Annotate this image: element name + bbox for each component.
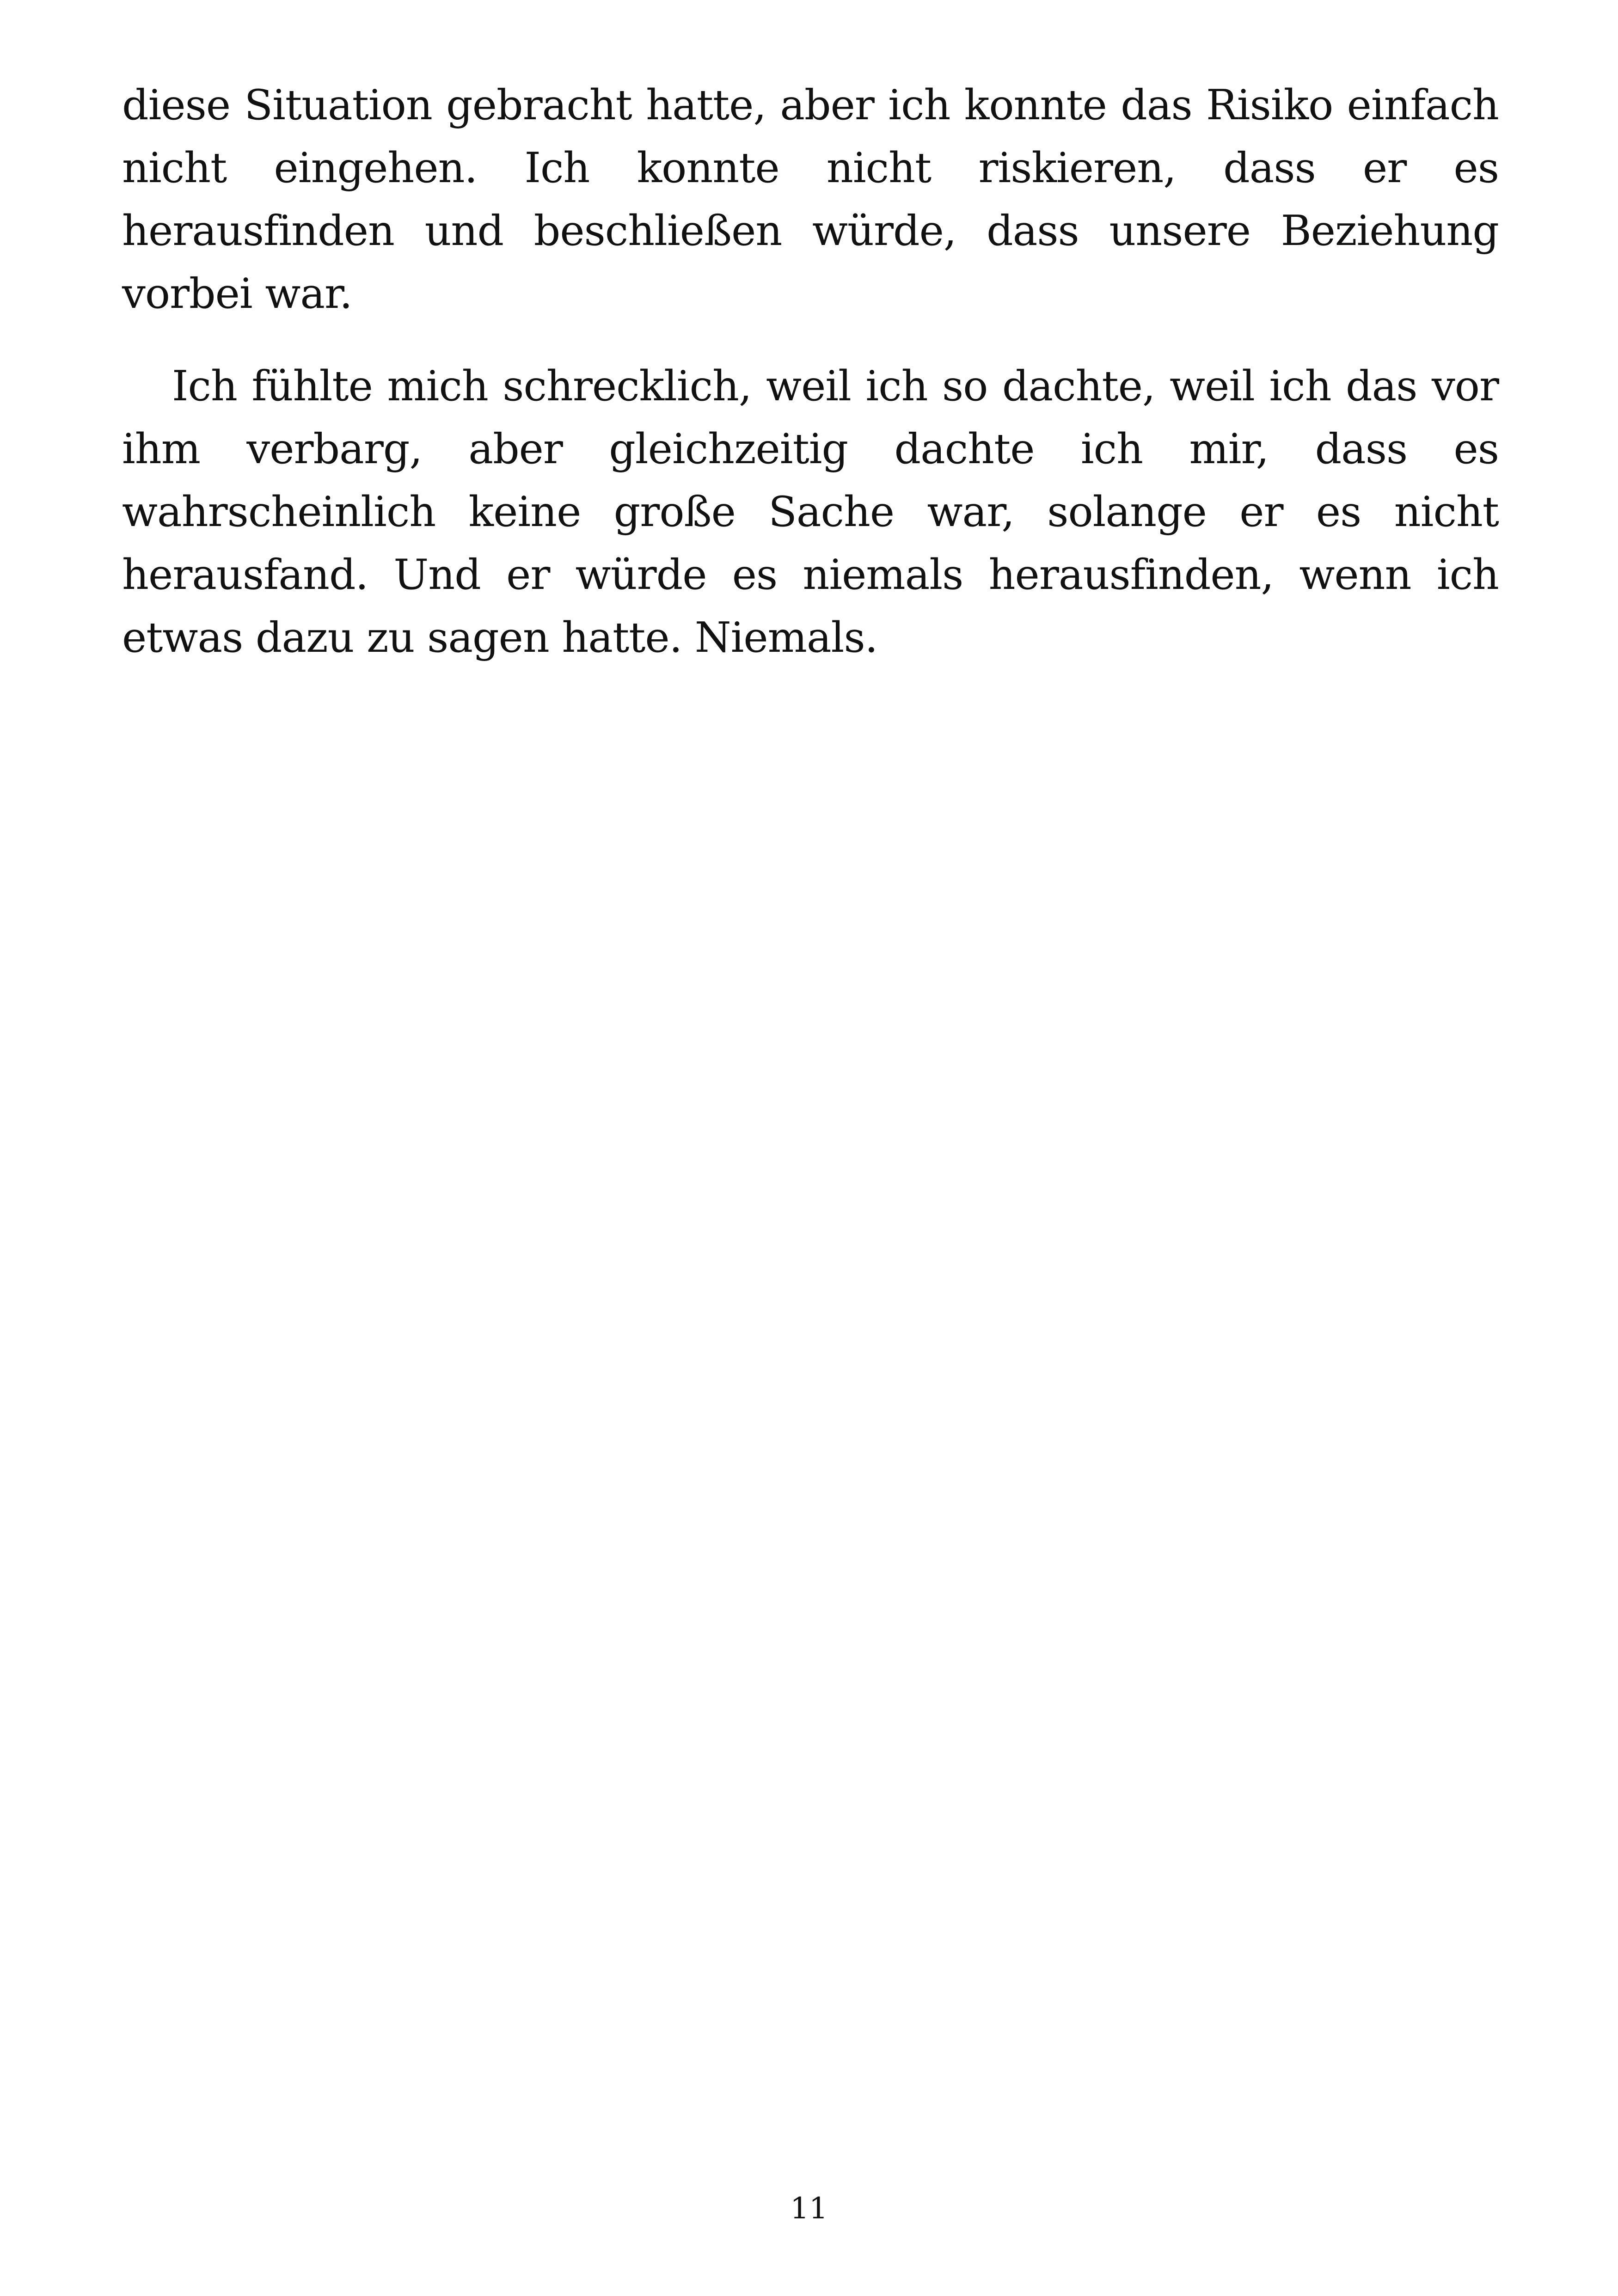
body-text bbox=[122, 74, 1499, 699]
paragraph-2: Ich fühlte mich schrecklich, weil ich so dachte, weil ich das vor ihm verbarg, aber gleichzeitig dachte ich mir, dass es wahrscheinlich keine große Sache war, solange er es nicht herausfand. Und er würde es niemals herausfinden, wenn ich etwas dazu zu sagen hatte. Niemals. bbox=[122, 362, 1499, 662]
page-number: 11 bbox=[790, 2192, 828, 2226]
paragraph-1: diese Situation gebracht hatte, aber ich konnte das Risiko einfach nicht eingehen. Ich konnte nicht riskieren, dass er es herausfinden und beschließen würde, dass unsere Beziehung vorbei war. bbox=[122, 81, 1499, 318]
